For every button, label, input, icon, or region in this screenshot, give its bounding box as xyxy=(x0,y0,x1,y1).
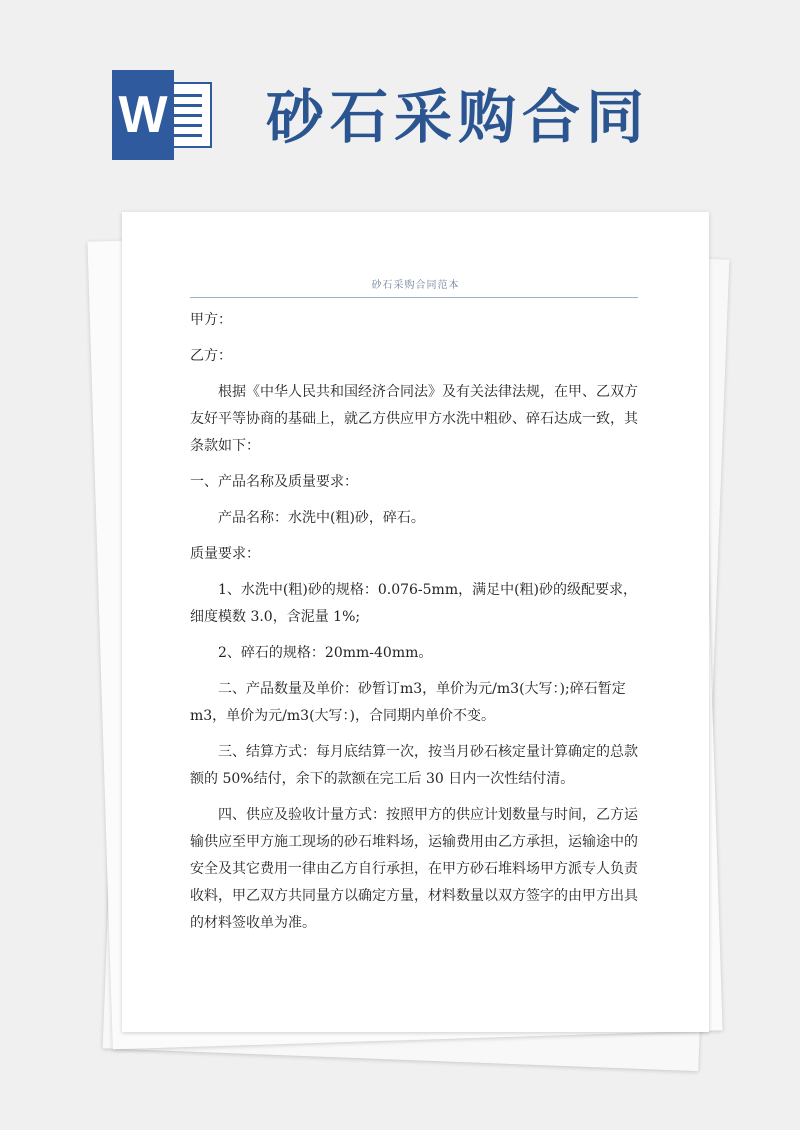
paragraph: 1、水洗中(粗)砂的规格：0.076-5mm，满足中(粗)砂的级配要求，细度模数 3.0，含泥量 1%; xyxy=(190,582,638,625)
word-letter-badge: W xyxy=(112,70,174,160)
paragraph: 二、产品数量及单价：砂暂订m3，单价为元/m3(大写：);碎石暂定m3，单价为元/m3(大写：)，合同期内单价不变。 xyxy=(190,681,626,724)
paragraph: 根据《中华人民共和国经济合同法》及有关法律法规，在甲、乙双方友好平等协商的基础上，就乙方供应甲方水洗中粗砂、碎石达成一致，其条款如下： xyxy=(190,384,638,454)
paragraph: 四、供应及验收计量方式：按照甲方的供应计划数量与时间，乙方运输供应至甲方施工现场的砂石堆料场，运输费用由乙方承担，运输途中的安全及其它费用一律由乙方自行承担，在甲方砂石堆料场甲方派专人负责收料，甲乙双方共同量方以确定方量，材料数量以双方签字的由甲方出具的材料签收单为准。 xyxy=(190,807,638,931)
paragraph: 一、产品名称及质量要求： xyxy=(190,474,358,490)
paragraph: 产品名称：水洗中(粗)砂，碎石。 xyxy=(218,510,425,526)
paragraph: 质量要求： xyxy=(190,546,260,562)
paragraph: 乙方： xyxy=(190,348,232,364)
page-title: 砂石采购合同 xyxy=(266,83,651,151)
document-body xyxy=(190,307,638,946)
word-document-icon xyxy=(112,70,212,160)
paragraph: 2、碎石的规格：20mm-40mm。 xyxy=(218,645,433,661)
running-header: 砂石采购合同范本 xyxy=(371,280,460,291)
header-rule xyxy=(190,297,638,298)
header-banner xyxy=(0,0,800,200)
paragraph: 甲方： xyxy=(190,312,232,328)
paragraph: 三、结算方式：每月底结算一次，按当月砂石核定量计算确定的总款额的 50%结付，余下的款额在完工后 30 日内一次性结付清。 xyxy=(190,744,638,787)
document-page xyxy=(122,212,709,1032)
